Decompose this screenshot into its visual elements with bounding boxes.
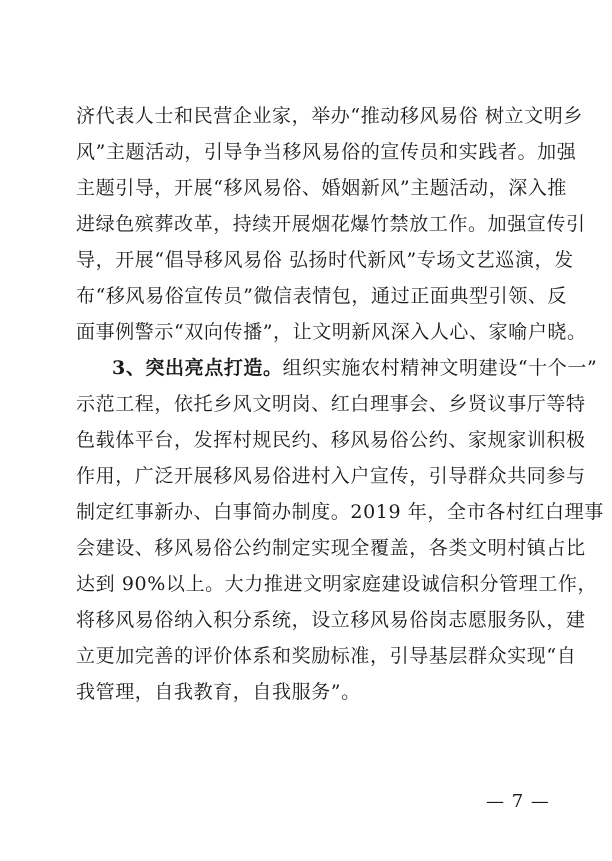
paragraph-1-line: 主题引导，开展“移风易俗、婚姻新风”主题活动，深入推 (76, 177, 568, 199)
paragraph-1-line: 导，开展“倡导移风易俗 弘扬时代新风”专场文艺巡演，发 (76, 249, 574, 271)
paragraph-1-line: 进绿色殡葬改革，持续开展烟花爆竹禁放工作。加强宣传引 (76, 213, 586, 235)
paragraph-2-line: 达到 90%以上。大力推进文明家庭建设诚信积分管理工作， (76, 573, 598, 595)
paragraph-2-line: 制定红事新办、白事简办制度。2019 年，全市各村红白理事 (76, 501, 604, 523)
paragraph-2-line: 示范工程，依托乡风文明岗、红白理事会、乡贤议事厅等特 (76, 393, 586, 415)
paragraph-2-line: 将移风易俗纳入积分系统，设立移风易俗岗志愿服务队，建 (76, 609, 586, 631)
paragraph-2-line: 会建设、移风易俗公约制定实现全覆盖，各类文明村镇占比 (76, 537, 586, 559)
paragraph-2-first-line (112, 353, 598, 383)
paragraph-2-line: 作用，广泛开展移风易俗进村入户宣传，引导群众共同参与 (76, 465, 586, 487)
paragraph-1-line: 面事例警示“双向传播”，让文明新风深入人心、家喻户晓。 (76, 321, 587, 343)
paragraph-1-line: 济代表人士和民营企业家，举办“推动移风易俗 树立文明乡 (76, 105, 583, 127)
paragraph-1-line: 风”主题活动，引导争当移风易俗的宣传员和实践者。加强 (76, 141, 577, 163)
page-number: — 7 — (486, 791, 550, 812)
paragraph-1-line: 布“移风易俗宣传员”微信表情包，通过正面典型引领、反 (76, 285, 568, 307)
paragraph-2-first-line-text: 组织实施农村精神文明建设“十个一” (282, 357, 598, 379)
paragraph-2-line: 色载体平台，发挥村规民约、移风易俗公约、家规家训积极 (76, 429, 586, 451)
section-heading: 3、突出亮点打造。 (112, 357, 283, 379)
paragraph-2-line: 立更加完善的评价体系和奖励标准，引导基层群众实现“自 (76, 645, 577, 667)
paragraph-2-line: 我管理，自我教育，自我服务”。 (76, 681, 361, 703)
